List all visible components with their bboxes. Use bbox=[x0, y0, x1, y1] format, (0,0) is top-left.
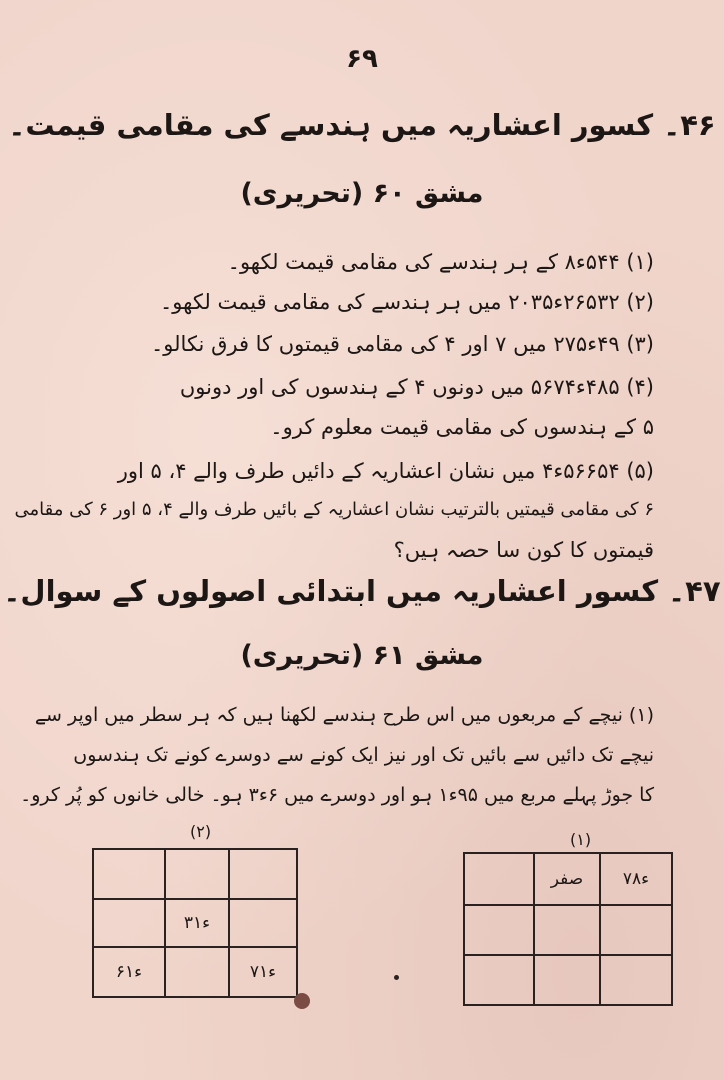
ex60-question-5b: ۶ کی مقامی قیمتیں بالترتیب نشان اعشاریہ کے بائیں طرف والے ۴، ۵ اور ۶ کی مقامی bbox=[14, 499, 654, 520]
ex60-question-5a: (۵) ۵۶۶۵۴ء۴ میں نشان اعشاریہ کے دائیں طرف والے ۴، ۵ اور bbox=[117, 459, 654, 483]
ex61-question-1a: (۱) نیچے کے مربعوں میں اس طرح ہندسے لکھنا ہیں کہ ہر سطر میں اوپر سے bbox=[34, 704, 654, 726]
square-2-cell bbox=[93, 849, 165, 899]
square-1-grid bbox=[463, 852, 673, 1006]
square-1-cell: ۷۸ء bbox=[600, 853, 672, 905]
square-1-cell bbox=[464, 853, 534, 905]
square-2-cell: ۶ء۱ bbox=[93, 947, 165, 997]
square-2-cell bbox=[165, 947, 229, 997]
section-47-heading: ۴۷۔ کسور اعشاریہ میں ابتدائی اصولوں کے سوال۔ bbox=[3, 574, 721, 608]
page-number: ۶۹ bbox=[346, 44, 378, 74]
ex60-question-4a: (۴) ۴۸۵ء۵۶۷۴ میں دونوں ۴ کے ہندسوں کی اور دونوں bbox=[179, 375, 654, 399]
square-2-cell bbox=[93, 899, 165, 947]
square-1-label: (۱) bbox=[570, 830, 592, 849]
square-2-cell bbox=[229, 849, 297, 899]
ex61-question-1b: نیچے تک دائیں سے بائیں تک اور نیز ایک کونے سے دوسرے کونے تک ہندسوں bbox=[73, 744, 654, 766]
exercise-60-title: مشق ۶۰ (تحریری) bbox=[240, 178, 484, 209]
square-1-cell bbox=[534, 955, 600, 1005]
ex60-question-1: (۱) ۵۴۴ء۸ کے ہر ہندسے کی مقامی قیمت لکھو۔ bbox=[227, 250, 654, 274]
exercise-61-title: مشق ۶۱ (تحریری) bbox=[240, 640, 484, 671]
ink-dot bbox=[394, 975, 399, 980]
ink-spot bbox=[294, 993, 310, 1009]
square-1-cell: صفر bbox=[534, 853, 600, 905]
square-1-cell bbox=[464, 905, 534, 955]
square-2-cell: ۳ء۱ bbox=[165, 899, 229, 947]
square-2-grid bbox=[92, 848, 298, 998]
square-2-cell: ۷ء۱ bbox=[229, 947, 297, 997]
square-2-cell bbox=[229, 899, 297, 947]
section-46-heading: ۴۶۔ کسور اعشاریہ میں ہندسے کی مقامی قیمت۔ bbox=[8, 108, 716, 142]
square-1-cell bbox=[534, 905, 600, 955]
ex60-question-3: (۳) ۴۹ء۲۷۵ میں ۷ اور ۴ کی مقامی قیمتوں کا فرق نکالو۔ bbox=[151, 332, 654, 356]
ex60-question-4b: ۵ کے ہندسوں کی مقامی قیمت معلوم کرو۔ bbox=[270, 415, 654, 439]
square-1-cell bbox=[600, 955, 672, 1005]
ex60-question-2: (۲) ۲۶۵۳۲ء۲۰۳۵ میں ہر ہندسے کی مقامی قیمت لکھو۔ bbox=[159, 290, 654, 314]
ex61-question-1c: کا جوڑ پہلے مربع میں ۹۵ء۱ ہو اور دوسرے میں ۶ء۳ ہو۔ خالی خانوں کو پُر کرو۔ bbox=[20, 784, 654, 806]
square-2-label: (۲) bbox=[190, 822, 212, 841]
square-1-cell bbox=[600, 905, 672, 955]
square-1-cell bbox=[464, 955, 534, 1005]
square-2-cell bbox=[165, 849, 229, 899]
ex60-question-5c: قیمتوں کا کون سا حصہ ہیں؟ bbox=[393, 538, 654, 562]
